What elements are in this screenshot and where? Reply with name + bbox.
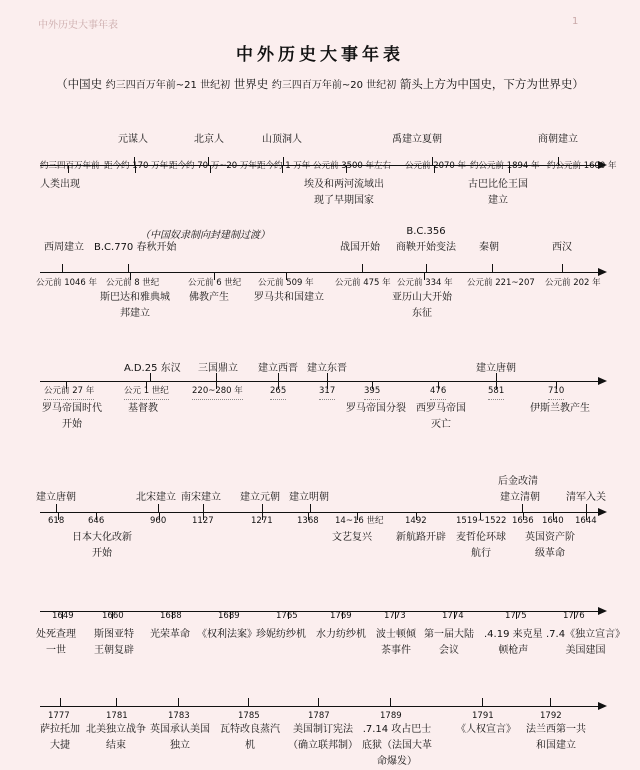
event-world: 人类出现 [40,179,80,190]
subtitle-rule: 箭头上方为中国史，下方为世界史 [399,77,573,91]
event-cn: 山顶洞人 [262,134,302,145]
time-label: 1765 [276,611,298,621]
event-cn: A.D.25 东汉 [124,363,181,374]
tick-up [248,698,249,706]
event-cn: 西周建立 [44,242,84,253]
subtitle-open: （ [56,77,68,91]
time-label: 1789 [380,711,402,721]
tick-up [562,264,563,272]
event-world: 《人权宣言》 [456,724,516,735]
event-world: 第一届大陆 会议 [424,629,474,656]
time-label: 1649 [52,611,74,621]
time-label: 公元前 6 世纪 [188,278,242,288]
time-label: 距今约 170 万年 [104,161,169,171]
event-cn: 建立西晋 [258,363,298,374]
time-label: 1787 [308,711,330,721]
time-label: 公元 1 世纪 [124,383,169,400]
event-world: 埃及和两河流域出 现了早期国家 [304,179,384,206]
event-cn: B.C.356 商鞅开始变法 [396,226,456,253]
event-cn: 秦朝 [479,242,499,253]
time-label: 1774 [442,611,464,621]
time-label: 约三四百万年前 [40,161,100,171]
time-label: 1271 [251,516,273,526]
time-label: 1783 [168,711,190,721]
time-label: 220~280 年 [192,383,243,400]
time-label: 395 [364,383,380,400]
event-world: 基督教 [128,403,158,414]
subtitle-world-range: 约三四百万年前~20 世纪初 [271,80,397,91]
event-world: 瓦特改良蒸汽 机 [220,724,280,751]
event-world: .7.14 攻占巴士 底狱（法国大革 命爆发） [362,724,432,767]
time-label: 距今约 70 万~20 万年 [169,161,257,171]
event-world: 《权利法案》 [197,629,257,640]
time-label: 约公元前 1894 年 [470,161,540,171]
event-cn: B.C.770 春秋开始 [94,242,177,253]
time-label: 公元前 202 年 [545,278,601,288]
event-cn: 建立明朝 [289,492,329,503]
time-label: 公元前 221~207 [467,278,535,288]
event-world: 法兰西第一共 和国建立 [526,724,586,751]
event-world: 萨拉托加 大捷 [40,724,80,751]
event-world: 古巴比伦王国 建立 [468,179,528,206]
subtitle-cn: 中国史 [67,77,103,91]
event-cn: 战国开始 [340,242,380,253]
time-label: 约公元前 1600 年 [547,161,617,171]
event-cn: 建立清朝 [500,492,540,503]
subtitle-world: 世界史 [233,77,269,91]
event-cn: 建立唐朝 [36,492,76,503]
timeline-axis [40,381,598,382]
subtitle-cn-range: 约三四百万年前~21 世纪初 [105,80,231,91]
event-world: 英国承认美国 独立 [150,724,210,751]
arrow-head-icon [598,508,607,516]
tick-up [492,264,493,272]
page-title: 中外历史大事年表 [236,45,404,65]
time-label: 646 [88,516,105,526]
event-world: 佛教产生 [189,292,229,303]
tick-up [482,698,483,706]
arrow-head-icon [598,607,607,615]
event-cn: 西汉 [552,242,572,253]
event-world: .7.4《独立宣言》 美国建国 [546,629,626,656]
event-world: 文艺复兴 [332,532,372,543]
event-world: 英国资产阶 级革命 [525,532,575,559]
event-world: 亚历山大开始 东征 [392,292,452,319]
time-label: 1636 [512,516,534,526]
time-label: 公元前 2070 年 [405,161,467,171]
event-world: 新航路开辟 [396,532,446,543]
time-label: 1781 [106,711,128,721]
time-label: 1492 [405,516,427,526]
time-label: 1368 [297,516,319,526]
time-label: 960 [150,516,167,526]
event-world: 日本大化改新 开始 [72,532,132,559]
arrow-head-icon [598,702,607,710]
time-label: 618 [48,516,65,526]
time-label: 公元前 509 年 [258,278,314,288]
tick-up [62,264,63,272]
event-world: 水力纺纱机 [316,629,366,640]
event-world: 波士顿倾 茶事件 [376,629,416,656]
time-label: 476 [430,383,446,400]
time-label: 1640 [542,516,564,526]
event-cn: 建立元朝 [240,492,280,503]
time-label: 1792 [540,711,562,721]
time-label: 1127 [192,516,214,526]
time-label: 1773 [384,611,406,621]
time-label: 1776 [563,611,585,621]
timeline-axis [40,272,598,273]
event-world: 斯图亚特 王朝复辟 [94,629,134,656]
event-world: 美国制订宪法 （确立联邦制） [288,724,358,751]
event-world: .4.19 来克星 顿枪声 [484,629,543,656]
running-header: 中外历史大事年表 [38,20,118,31]
time-label: 1688 [160,611,182,621]
time-label: 公元前 3500 年左右 [313,161,392,171]
tick-up [116,698,117,706]
time-label: 公元前 27 年 [44,383,94,400]
time-label: 317 [319,383,335,400]
time-label: 距今约 1 万年 [257,161,311,171]
time-label: 265 [270,383,286,400]
page-number: 1 [572,16,579,27]
event-cn: 商朝建立 [538,134,578,145]
subtitle-close: ） [572,77,584,91]
subtitle [0,76,640,92]
time-label: 公元前 8 世纪 [106,278,160,288]
tick-up [550,698,551,706]
tick-up [390,698,391,706]
tick-up [178,698,179,706]
event-cn: 南宋建立 [181,492,221,503]
time-label: 14~16 世纪 [335,516,384,526]
time-label: 1660 [102,611,124,621]
event-world: 光荣革命 [150,629,190,640]
time-label: 1791 [472,711,494,721]
tick-up [60,698,61,706]
timeline-axis [40,706,598,707]
time-label: 1777 [48,711,70,721]
event-cn: 北宋建立 [136,492,176,503]
tick-up [318,698,319,706]
time-label: 公元前 475 年 [335,278,391,288]
time-label: 1689 [218,611,240,621]
time-label: 公元前 334 年 [397,278,453,288]
event-world: 伊斯兰教产生 [530,403,590,414]
tick-up [128,264,129,272]
time-label: 1644 [575,516,597,526]
event-cn: 清军入关 [566,492,606,503]
event-world: 西罗马帝国 灭亡 [416,403,466,430]
event-cn: 北京人 [194,134,224,145]
period-note: （中国奴隶制向封建制过渡） [140,230,270,241]
event-cn: 建立东晋 [307,363,347,374]
event-cn: 禹建立夏朝 [392,134,442,145]
event-world: 珍妮纺纱机 [256,629,306,640]
time-label: 1775 [505,611,527,621]
event-cn: 三国鼎立 [198,363,238,374]
event-world: 处死查理 一世 [36,629,76,656]
time-label: 1519~1522 [456,516,507,526]
event-world: 罗马帝国时代 开始 [42,403,102,430]
event-world: 斯巴达和雅典城 邦建立 [100,292,170,319]
time-label: 公元前 1046 年 [36,278,98,288]
time-label: 1785 [238,711,260,721]
event-world: 北美独立战争 结束 [86,724,146,751]
event-world: 罗马帝国分裂 [346,403,406,414]
time-label: 710 [548,383,564,400]
event-cn: 后金改清 [498,476,538,487]
event-world: 罗马共和国建立 [254,292,324,303]
event-cn: 建立唐朝 [476,363,516,374]
event-world: 麦哲伦环球 航行 [456,532,506,559]
time-label: 581 [488,383,504,400]
arrow-head-icon [598,377,607,385]
time-label: 1769 [330,611,352,621]
event-cn: 元谋人 [118,134,148,145]
tick-up [426,264,427,272]
tick-up [362,264,363,272]
